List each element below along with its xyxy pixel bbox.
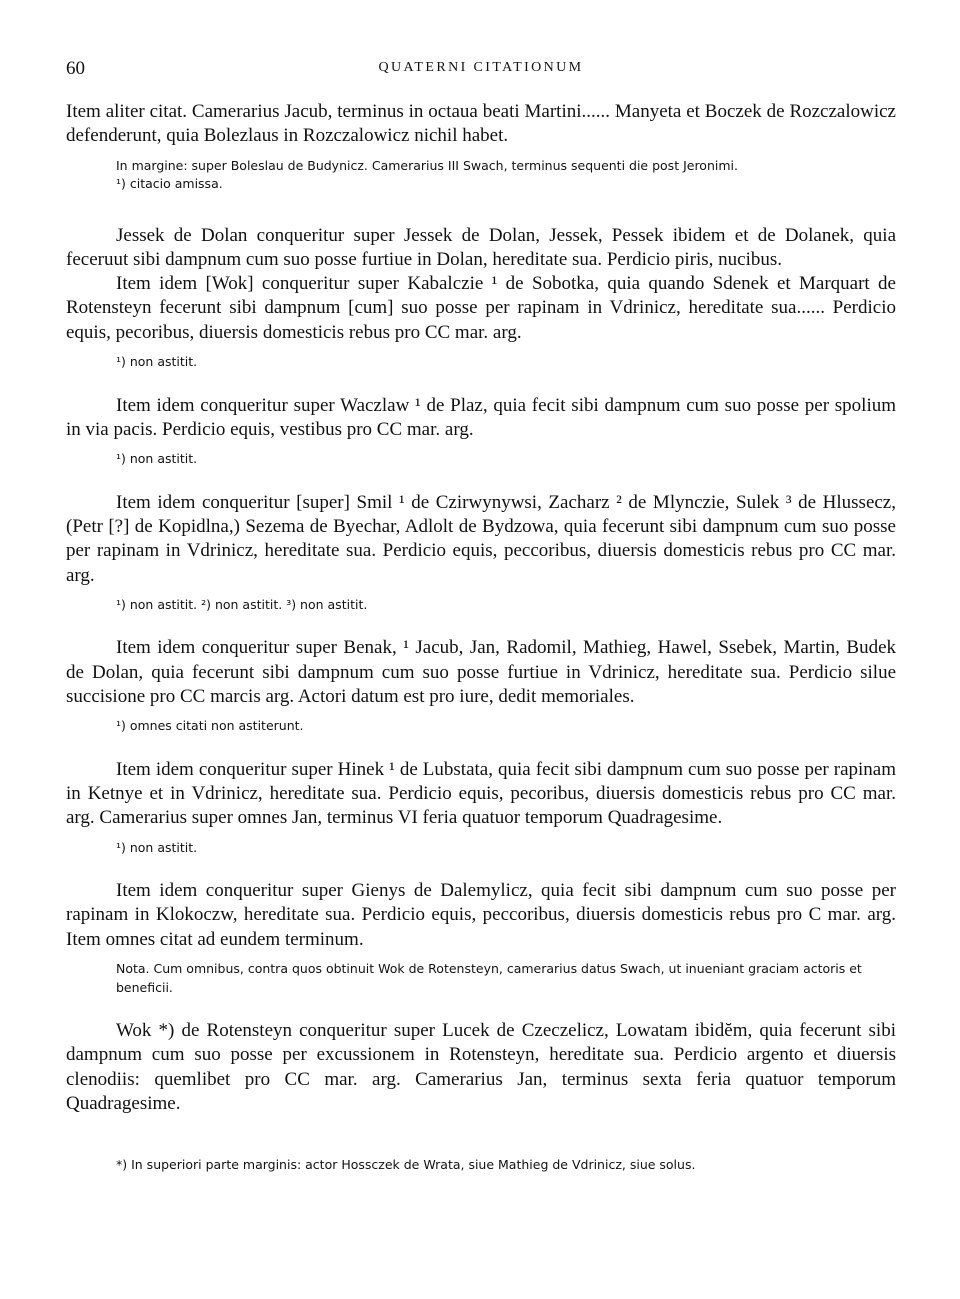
document-body xyxy=(66,100,896,1174)
entry-paragraph: Jessek de Dolan conqueritur super Jessek de Dolan, Jessek, Pessek ibidem et de Dolanek, quia feceruut sibi dampnum cum suo posse furtiue in Dolan, hereditate sua. Perdicio piris, nucibus. xyxy=(66,224,896,270)
entry-paragraph: Item idem conqueritur [super] Smil ¹ de Czirwynywsi, Zacharz ² de Mlynczie, Sulek ³ de Hlussecz, (Petr [?] de Kopidlna,) Sezema de Byechar, Adlolt de Bydzowa, quia fecerunt sibi dampnum cum suo posse per rapinam in Vdrinicz, hereditate sua. Perdicio equis, peccoribus, diuersis domesticis rebus pro CC mar. arg. xyxy=(66,491,896,586)
entry-paragraph: Item idem conqueritur super Hinek ¹ de Lubstata, quia fecit sibi dampnum cum suo posse per rapinam in Ketnye et in Vdrinicz, hereditate sua. Perdicio equis, pecoribus, diuersis domesticis rebus pro CC mar. arg. Camerarius super omnes Jan, terminus VI feria quatuor temporum Quadragesime. xyxy=(66,758,896,829)
entry-paragraph: Item idem conqueritur super Waczlaw ¹ de Plaz, quia fecit sibi dampnum cum suo posse per spolium in via pacis. Perdicio equis, vestibus pro CC mar. arg. xyxy=(66,394,896,440)
footnote-note: ¹) non astitit. xyxy=(116,451,198,467)
footnote-note: ¹) non astitit. xyxy=(116,839,198,855)
marginal-note: In margine: super Boleslau de Budynicz. Camerarius III Swach, terminus sequenti die post Jeronimi. xyxy=(116,157,738,173)
entry-paragraph: Item aliter citat. Camerarius Jacub, terminus in octaua beati Martini...... Manyeta et Boczek de Rozczalowicz defenderunt, quia Bolezlaus in Rozczalowicz nichil habet. xyxy=(66,101,896,147)
entry-paragraph: Item idem conqueritur super Benak, ¹ Jacub, Jan, Radomil, Mathieg, Hawel, Ssebek, Martin, Budek de Dolan, quia fecerunt sibi dampnum cum suo posse furtiue in Vdrinicz, hereditate sua. Perdicio silue succisione pro CC marcis arg. Actori datum est pro iure, dedit memoriales. xyxy=(66,637,896,707)
running-title: QUATERNI CITATIONUM xyxy=(378,60,584,75)
page-number: 60 xyxy=(66,58,85,79)
footnote-note: ¹) citacio amissa. xyxy=(116,176,223,192)
page-footnote: *) In superiori parte marginis: actor Hossczek de Wrata, siue Mathieg de Vdrinicz, siue solus. xyxy=(116,1157,696,1173)
footnote-note: ¹) non astitit. xyxy=(116,354,198,370)
footnote-note: ¹) non astitit. ²) non astitit. ³) non astitit. xyxy=(116,596,368,612)
page-header xyxy=(66,58,896,82)
nota-note: Nota. Cum omnibus, contra quos obtinuit Wok de Rotensteyn, camerarius datus Swach, ut inueniant graciam actoris et beneficii. xyxy=(116,961,862,995)
footnote-note: ¹) omnes citati non astiterunt. xyxy=(116,718,304,734)
entry-paragraph: Item idem conqueritur super Gienys de Dalemylicz, quia fecit sibi dampnum cum suo posse per rapinam in Klokoczw, hereditate sua. Perdicio equis, peccoribus, diuersis domesticis rebus pro C mar. arg. Item omnes citat ad eundem terminum. xyxy=(66,880,896,950)
entry-paragraph: Item idem [Wok] conqueritur super Kabalczie ¹ de Sobotka, quia quando Sdenek et Marquart de Rotensteyn fecerunt sibi dampnum [cum] suo posse per rapinam in Vdrinicz, hereditate sua...... Perdicio equis, pecoribus, diuersis domesticis rebus pro CC mar. arg. xyxy=(66,273,896,343)
entry-paragraph: Wok *) de Rotensteyn conqueritur super Lucek de Czeczelicz, Lowatam ibidĕm, quia fecerunt sibi dampnum cum suo posse per excussionem in Rotensteyn, hereditate sua. Perdicio argento et diuersis clenodiis: quemlibet pro CC mar. arg. Camerarius Jan, terminus sexta feria quatuor temporum Quadragesime. xyxy=(66,1020,896,1114)
